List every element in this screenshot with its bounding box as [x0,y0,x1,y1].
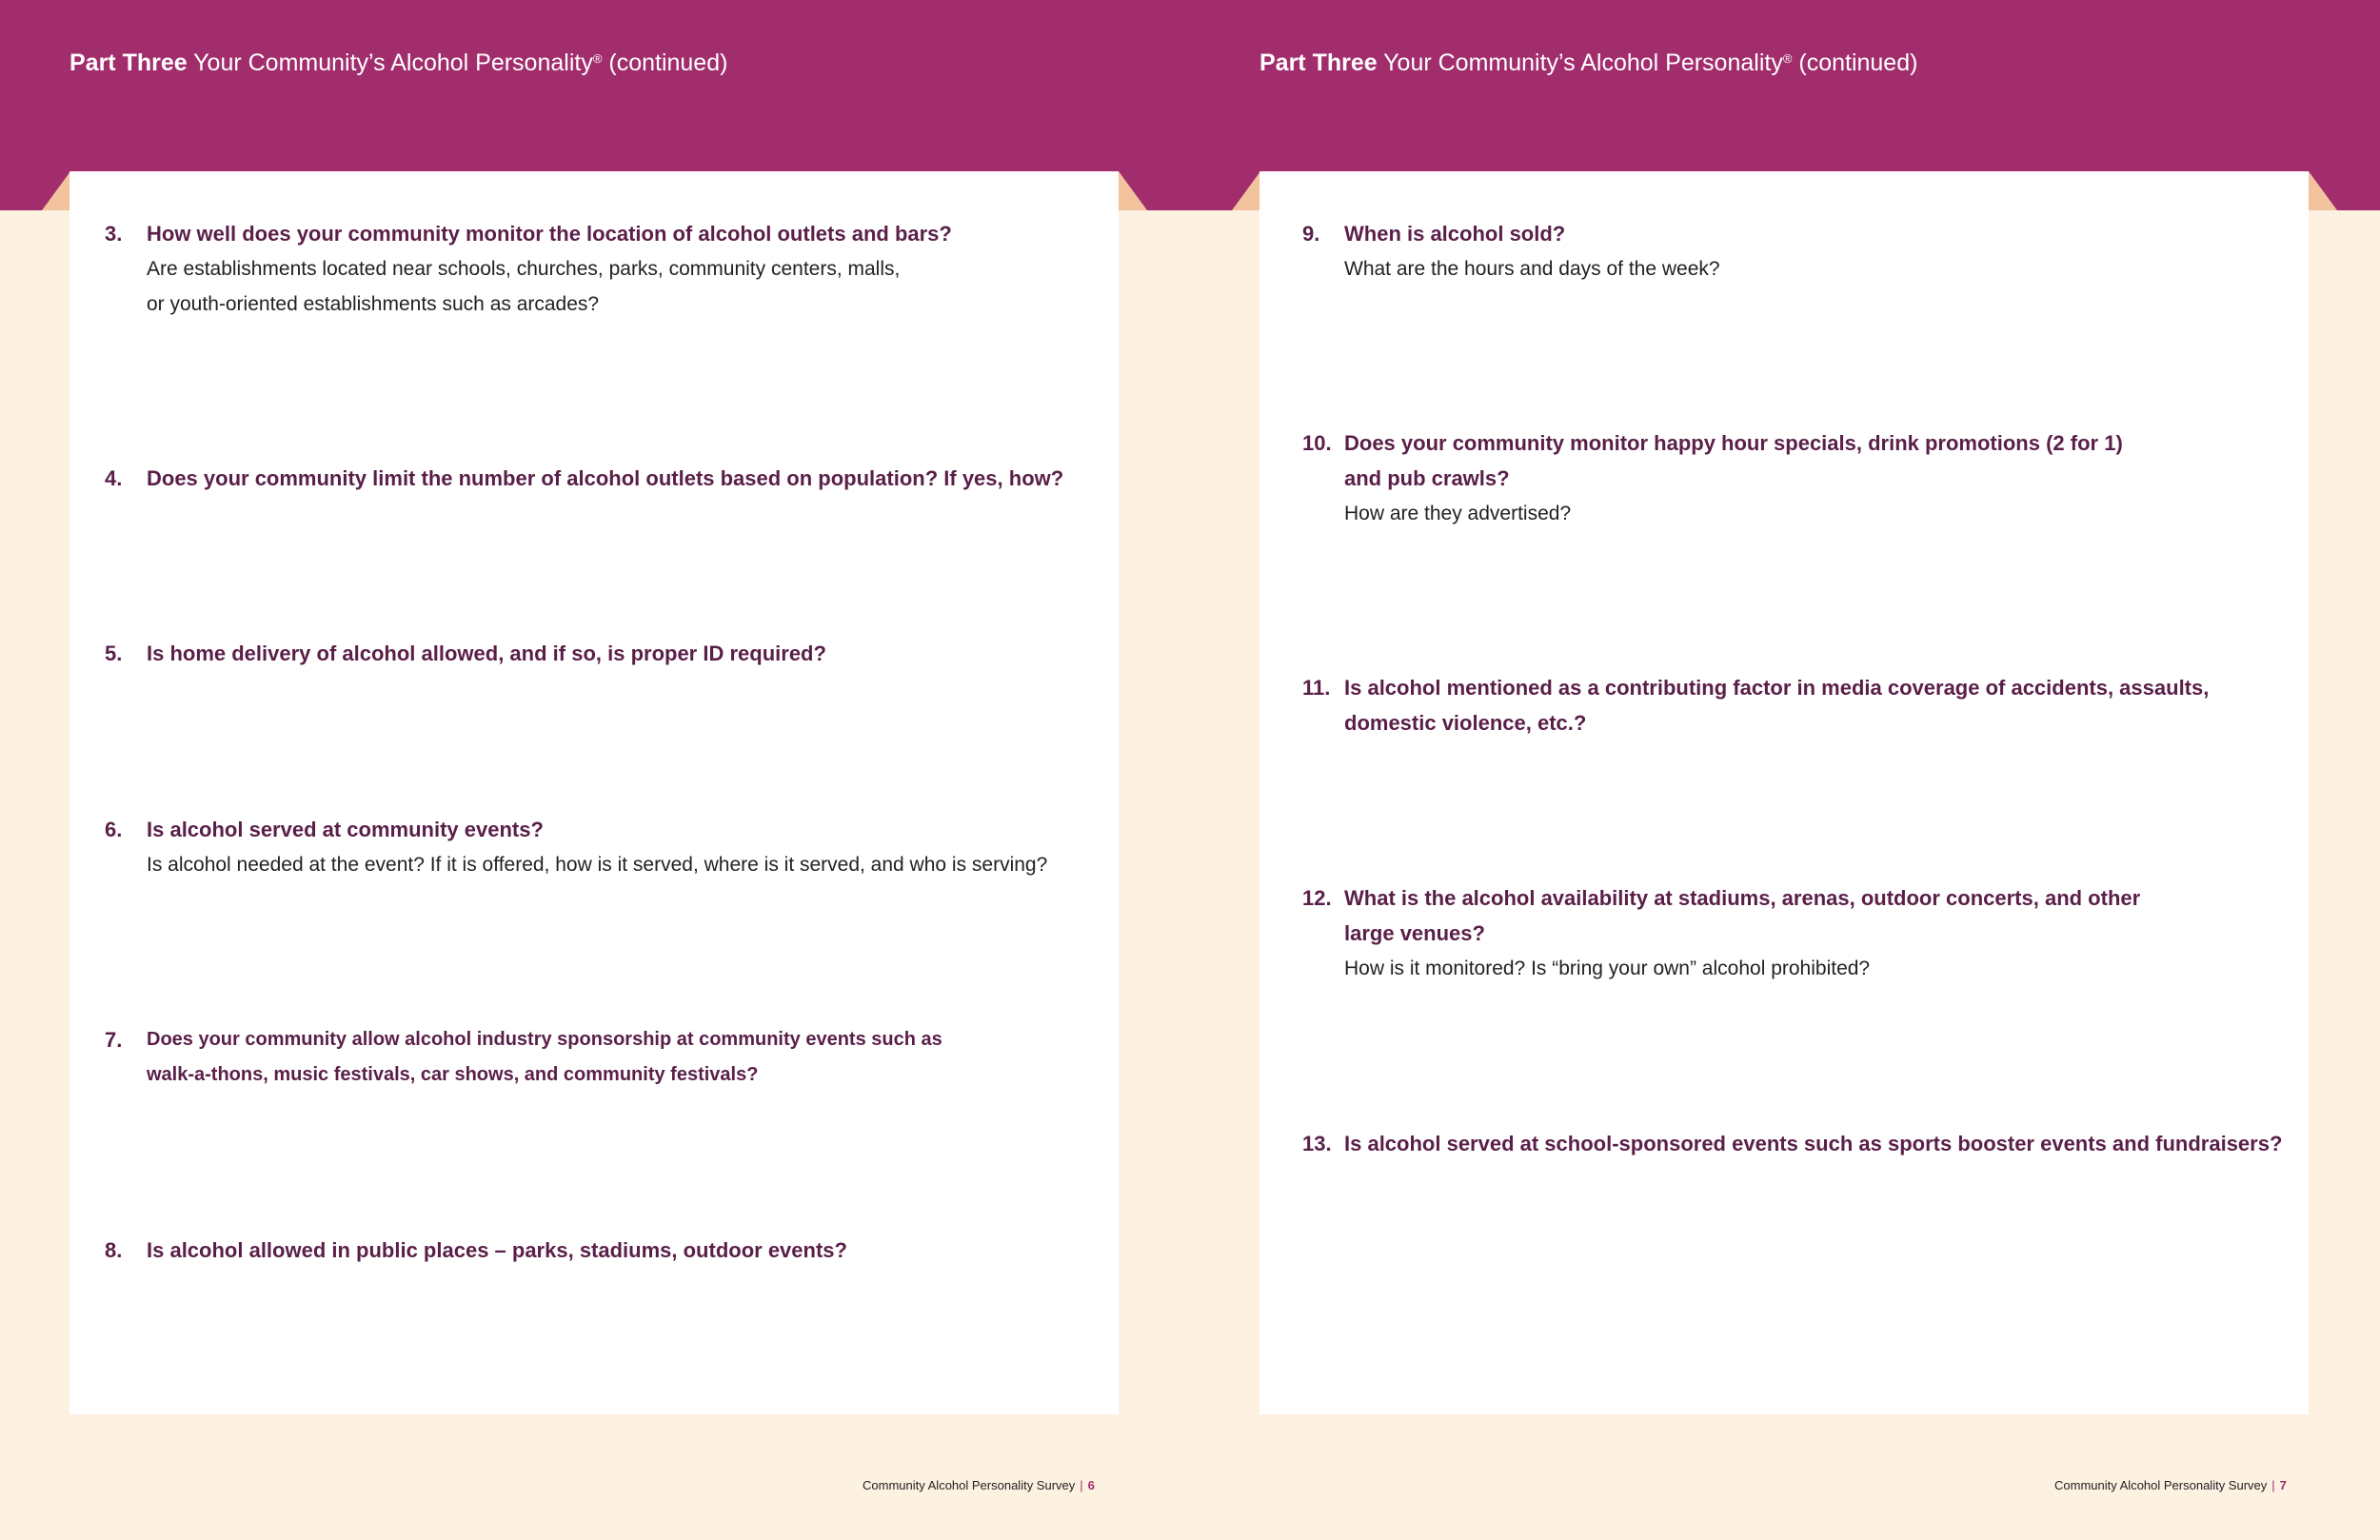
question-subtext-line: Is alcohol needed at the event? If it is offered, how is it served, where is it served, and who is serving? [147,854,1048,876]
footer-separator: | [1080,1478,1083,1492]
header-part: Part Three [1259,49,1378,76]
question-title-line: Is alcohol served at community events? [147,818,544,841]
question-number: 6. [105,818,123,841]
header-suffix: (continued) [1792,49,1918,76]
question-body [1344,1126,2282,1161]
question-title-line: walk-a-thons, music festivals, car shows, and community festivals? [147,1064,759,1085]
panel-fold-right [2309,171,2337,210]
footer-text: Community Alcohol Personality Survey [863,1478,1076,1492]
question-body [147,216,952,322]
question-title-line: Does your community allow alcohol industry sponsorship at community events such as [147,1029,942,1050]
question-body [147,636,826,671]
question-body [1344,670,2209,740]
registered-mark: ® [592,51,603,66]
header-title-left [69,49,727,77]
question-number: 11. [1302,676,1331,700]
page-number: 7 [2279,1478,2287,1492]
footer-text: Community Alcohol Personality Survey [2054,1478,2268,1492]
question-number: 4. [105,466,123,490]
question-number: 13. [1302,1132,1332,1155]
panel-fold-left [1232,171,1260,210]
question-title-line: domestic violence, etc.? [1344,711,1587,735]
question-number: 8. [105,1238,123,1262]
question-body [147,1022,942,1093]
question-number: 5. [105,642,123,665]
question-body [1344,216,1720,286]
question-title-line: What is the alcohol availability at stadiums, arenas, outdoor concerts, and other [1344,886,2141,910]
footer-separator: | [2271,1478,2275,1492]
question-subtext-line: or youth-oriented establishments such as arcades? [147,293,600,315]
header-title: Your Community’s Alcohol Personality [1377,49,1783,76]
question-title-line: Does your community limit the number of alcohol outlets based on population? If yes, how? [147,466,1064,490]
header-suffix: (continued) [602,49,728,76]
header-title: Your Community’s Alcohol Personality [187,49,593,76]
question-title-line: Is alcohol mentioned as a contributing factor in media coverage of accidents, assaults, [1344,676,2210,700]
question-title-line: How well does your community monitor the location of alcohol outlets and bars? [147,222,952,246]
question-body [147,461,1063,496]
question-subtext-line: How is it monitored? Is “bring your own” alcohol prohibited? [1344,958,1871,979]
question-number: 12. [1302,886,1332,910]
question-title-line: Is alcohol allowed in public places – parks, stadiums, outdoor events? [147,1238,847,1262]
question-body [147,1233,847,1268]
question-number: 9. [1302,222,1320,246]
question-title-line: and pub crawls? [1344,466,1510,490]
question-number: 10. [1302,431,1332,455]
panel-fold-right [1119,171,1147,210]
registered-mark: ® [1782,51,1793,66]
panel-fold-left [42,171,70,210]
header-title-right [1259,49,1917,77]
footer-left [863,1478,1095,1492]
question-subtext-line: Are establishments located near schools, churches, parks, community centers, malls, [147,258,901,280]
question-title-line: large venues? [1344,921,1485,945]
header-part: Part Three [69,49,188,76]
question-number: 7. [105,1028,123,1052]
question-body [147,812,1047,882]
footer-right [2054,1478,2287,1492]
question-title-line: Does your community monitor happy hour specials, drink promotions (2 for 1) [1344,431,2123,455]
question-title-line: Is alcohol served at school-sponsored events such as sports booster events and fundraisers? [1344,1132,2283,1155]
question-title-line: When is alcohol sold? [1344,222,1566,246]
question-title-line: Is home delivery of alcohol allowed, and if so, is proper ID required? [147,642,826,665]
page-number: 6 [1087,1478,1095,1492]
question-body [1344,425,2123,531]
question-number: 3. [105,222,123,246]
question-subtext-line: How are they advertised? [1344,503,1572,524]
question-subtext-line: What are the hours and days of the week? [1344,258,1720,280]
left-page-panel [69,171,1119,1414]
right-page-panel [1259,171,2309,1414]
question-body [1344,880,2140,986]
